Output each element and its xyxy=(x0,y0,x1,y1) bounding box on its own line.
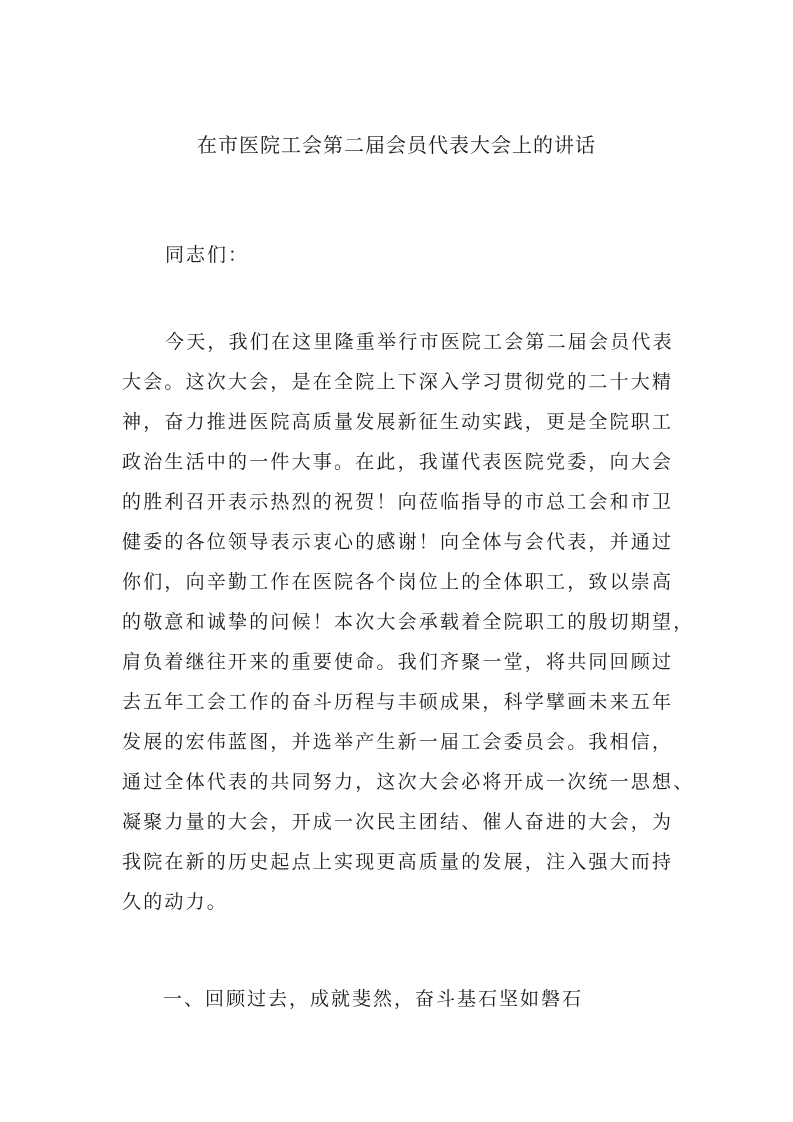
paragraph-line: 发展的宏伟蓝图，并选举产生新一届工会委员会。我相信， xyxy=(122,731,674,753)
paragraph-line: 神，奋力推进医院高质量发展新征生动实践，更是全院职工 xyxy=(122,411,674,433)
salutation: 同志们： xyxy=(165,244,250,266)
paragraph-line: 我院在新的历史起点上实现更高质量的发展，注入强大而持 xyxy=(122,851,674,873)
paragraph-line: 你们，向辛勤工作在医院各个岗位上的全体职工，致以崇高 xyxy=(122,571,674,593)
paragraph-line: 久的动力。 xyxy=(122,891,229,913)
document-title: 在市医院工会第二届会员代表大会上的讲话 xyxy=(197,133,596,157)
paragraph-line: 政治生活中的一件大事。在此，我谨代表医院党委，向大会 xyxy=(122,451,674,473)
paragraph-line: 肩负着继往开来的重要使命。我们齐聚一堂，将共同回顾过 xyxy=(122,651,674,673)
paragraph-line: 大会。这次大会，是在全院上下深入学习贯彻党的二十大精 xyxy=(122,371,674,393)
section-heading: 一、回顾过去，成就斐然，奋斗基石坚如磐石 xyxy=(163,988,584,1010)
paragraph-line: 凝聚力量的大会，开成一次民主团结、催人奋进的大会，为 xyxy=(122,811,674,833)
paragraph-line: 的胜利召开表示热烈的祝贺！向莅临指导的市总工会和市卫 xyxy=(122,491,674,513)
paragraph-line: 去五年工会工作的奋斗历程与丰硕成果，科学擘画未来五年 xyxy=(122,691,674,713)
paragraph-line: 的敬意和诚挚的问候！本次大会承载着全院职工的殷切期望， xyxy=(122,611,695,633)
paragraph-line: 通过全体代表的共同努力，这次大会必将开成一次统一思想、 xyxy=(122,771,695,793)
paragraph-line: 健委的各位领导表示衷心的感谢！向全体与会代表，并通过 xyxy=(122,531,674,553)
paragraph-line: 今天，我们在这里隆重举行市医院工会第二届会员代表 xyxy=(165,331,674,353)
